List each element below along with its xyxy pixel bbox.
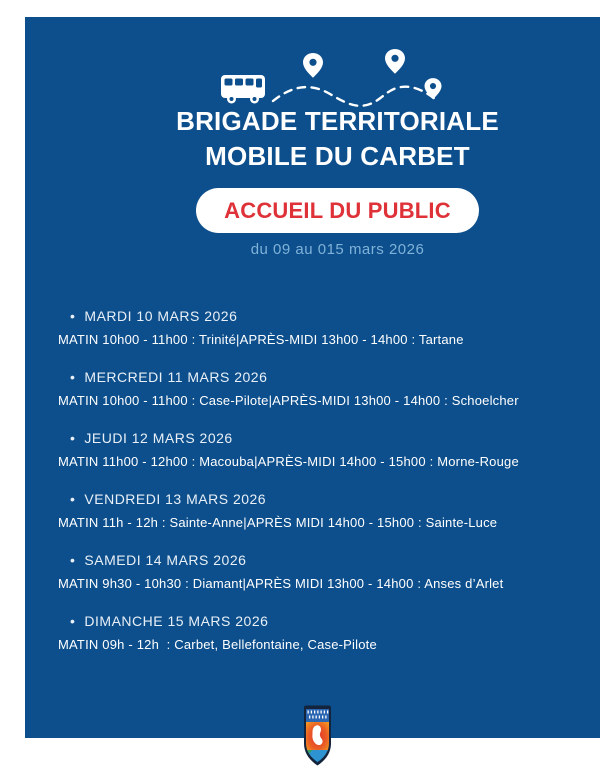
- schedule-entry: [58, 612, 606, 654]
- dashed-route-line: [273, 87, 435, 106]
- bus-icon: [221, 75, 265, 104]
- accueil-badge: ACCUEIL DU PUBLIC: [196, 188, 479, 233]
- schedule-entry: [58, 429, 606, 471]
- schedule-list: [58, 307, 606, 673]
- entry-day-label: JEUDI 12 MARS 2026: [84, 430, 233, 446]
- entry-day-label: MERCREDI 11 MARS 2026: [84, 369, 268, 385]
- entry-day-heading: [58, 490, 606, 509]
- map-pin-icon: [425, 78, 442, 99]
- bullet-icon: •: [70, 552, 76, 568]
- entry-day-label: DIMANCHE 15 MARS 2026: [84, 613, 269, 629]
- title-line-2: MOBILE DU CARBET: [205, 141, 470, 171]
- bullet-icon: •: [70, 308, 76, 324]
- bullet-icon: •: [70, 369, 76, 385]
- schedule-entry: [58, 551, 606, 593]
- page-title: [50, 104, 616, 174]
- entry-detail: MATIN 11h00 - 12h00 : Macouba|APRÈS-MIDI 14h00 - 15h00 : Morne-Rouge: [58, 454, 519, 469]
- blue-panel: [25, 17, 600, 738]
- entry-detail: MATIN 11h - 12h : Sainte-Anne|APRÈS MIDI 14h00 - 15h00 : Sainte-Luce: [58, 515, 498, 530]
- map-pin-icon: [303, 53, 323, 78]
- schedule-entry: [58, 490, 606, 532]
- entry-day-label: SAMEDI 14 MARS 2026: [84, 552, 247, 568]
- entry-detail: MATIN 9h30 - 10h30 : Diamant|APRÈS MIDI 13h00 - 14h00 : Anses d’Arlet: [58, 576, 504, 591]
- entry-day-heading: [58, 429, 606, 448]
- map-pin-icon: [385, 49, 405, 74]
- entry-day-heading: [58, 551, 606, 570]
- bullet-icon: •: [70, 430, 76, 446]
- entry-detail: MATIN 09h - 12h : Carbet, Bellefontaine, Case-Pilote: [58, 637, 377, 652]
- entry-day-label: MARDI 10 MARS 2026: [84, 308, 238, 324]
- bullet-icon: •: [70, 491, 76, 507]
- entry-detail: MATIN 10h00 - 11h00 : Case-Pilote|APRÈS-MIDI 13h00 - 14h00 : Schoelcher: [58, 393, 519, 408]
- bullet-icon: •: [70, 613, 76, 629]
- entry-day-heading: [58, 307, 606, 326]
- entry-day-heading: [58, 368, 606, 387]
- carbet-coat-of-arms: [302, 703, 333, 767]
- schedule-entry: [58, 368, 606, 410]
- schedule-entry: [58, 307, 606, 349]
- title-line-1: BRIGADE TERRITORIALE: [176, 106, 499, 136]
- date-range: du 09 au 015 mars 2026: [250, 241, 425, 258]
- entry-day-label: VENDREDI 13 MARS 2026: [84, 491, 267, 507]
- entry-day-heading: [58, 612, 606, 631]
- badge-row: [50, 188, 616, 233]
- entry-detail: MATIN 10h00 - 11h00 : Trinité|APRÈS-MIDI 13h00 - 14h00 : Tartane: [58, 332, 464, 347]
